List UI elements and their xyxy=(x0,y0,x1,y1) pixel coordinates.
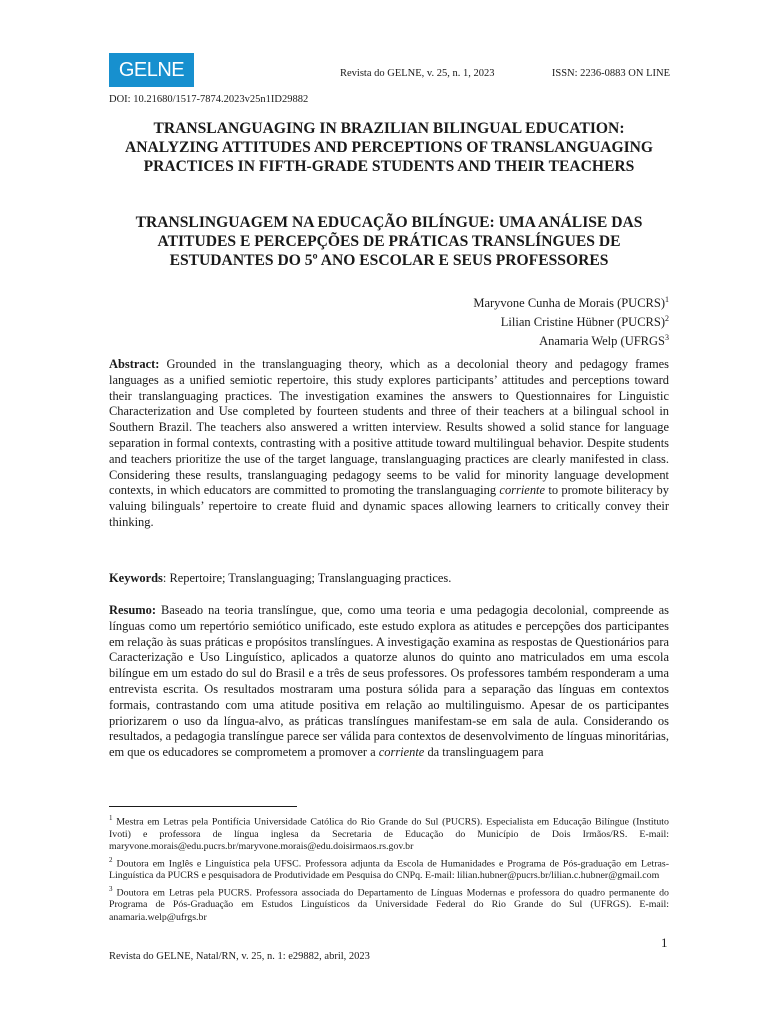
footnote-ref-2[interactable]: 2 xyxy=(665,314,669,324)
abstract-label: Abstract: xyxy=(109,357,160,371)
keywords-paragraph: Keywords: Repertoire; Translanguaging; Translanguaging practices. xyxy=(109,571,452,585)
footnote-3: $^3$ Doutora em Letras pela PUCRS. Professora associada do Departamento de Línguas Modernas e professora do quadro permanente do Programa de Pós-Graduação em Estudos Linguísticos da Universidade Federal do Rio Grande do Sul (UFRGS). E-mail: anamaria.welp@ufrgs.br xyxy=(109,884,669,923)
page-footer: Revista do GELNE, Natal/RN, v. 25, n. 1: e29882, abril, 2023 xyxy=(109,951,370,962)
title-portuguese: TRANSLINGUAGEM NA EDUCAÇÃO BILÍNGUE: UMA ANÁLISE DAS ATITUDES E PERCEPÇÕES DE PRÁTICAS TRANSLÍNGUES DE ESTUDANTES DO 5º ANO ESCOLAR E SEUS PROFESSORES xyxy=(135,214,643,269)
footnote-1: $^1$ Mestra em Letras pela Pontifícia Universidade Católica do Rio Grande do Sul (PUCRS). Especialista em Educação Bilíngue (Instituto Ivoti) e professora de língua inglesa da Secretaria de Educação do Município de Dois Irmãos/RS. E-mail: maryvone.morais@edu.pucrs.br/maryvone.morais@edu.doisirmaos.rs.gov.br xyxy=(109,814,669,853)
journal-citation: Revista do GELNE, v. 25, n. 1, 2023 xyxy=(340,68,495,79)
page-number: 1 xyxy=(661,935,668,950)
author-3: Anamaria Welp (UFRGS$^3$ xyxy=(539,333,669,349)
footnotes xyxy=(109,812,669,924)
resumo-paragraph: Resumo: Baseado na teoria translíngue, que, como uma teoria e uma pedagogia decolonial, compreende as línguas como um repertório semiótico unificado, este estudo explora as atitudes e percepções dos participantes em relação às suas práticas e propósitos translíngues. A investigação examina as respostas de Questionários para Caracterização e Uso Linguístico, aplicados a quatorze alunos do quinto ano matriculados em uma escola bilíngue em um estado do sul do Brasil e a três de seus professores. Os professores também responderam a uma entrevista escrita. Os resultados mostraram uma postura sólida para a separação das línguas em contextos formais, contrastando com uma atitude positiva em relação ao multilinguismo. Apesar de os participantes priorizarem o uso da língua-alvo, as práticas translíngues manifestam-se em sala de aula. Considerando os resultados, a pedagogia translíngue parece ser válida para contextos de desenvolvimento de línguas minoritárias, em que os educadores se comprometem a promover a corriente da translinguagem para xyxy=(109,603,669,760)
resumo-label: Resumo: xyxy=(109,603,156,617)
journal-logo: GELNE xyxy=(109,53,194,87)
author-list xyxy=(473,292,669,349)
author-2: Lilian Cristine Hübner (PUCRS)$^2$ xyxy=(500,314,669,330)
keywords-label: Keywords xyxy=(109,571,163,585)
footnote-ref-1[interactable]: 1 xyxy=(665,295,669,304)
doi-link[interactable]: DOI: 10.21680/1517-7874.2023v25n1ID29882 xyxy=(109,94,309,105)
abstract-paragraph: Abstract: Grounded in the translanguaging theory, which as a decolonial theory and pedagogy frames languages as a unified semiotic repertoire, this study explores participants’ attitudes and perceptions toward their translanguaging practices. The investigation examines the answers to Questionnaires for Linguistic Characterization and Use completed by fourteen students and three of their teachers at a bilingual school in Southern Brazil. The teachers also answered a written interview. Results showed a solid stance for language separation in formal contexts, contrasting with a positive attitude toward multilingual behavior. Despite students and teachers prioritize the use of the target language, translanguaging practices are clearly manifested in class. Considering these results, translanguaging pedagogy seems to be valid for minority language development contexts, in which educators are committed to promoting the translanguaging corriente to promote biliteracy by valuing bilinguals’ repertoire to create fluid and dynamic spaces allowing learners to critically convey their thinking. xyxy=(109,357,669,529)
running-header xyxy=(340,68,670,79)
footnote-ref-3[interactable]: 3 xyxy=(665,333,669,343)
footnote-2: $^2$ Doutora em Inglês e Linguística pela UFSC. Professora adjunta da Escola de Humanidades e Programa de Pós-graduação em Letras-Linguística da PUCRS e pesquisadora de Produtividade em Pesquisa do CNPq. E-mail: lilian.hubner@pucrs.br/lilian.c.hubner@gmail.com xyxy=(109,855,669,882)
footnote-divider xyxy=(109,806,297,807)
issn-label: ISSN: 2236-0883 ON LINE xyxy=(551,68,670,79)
title-english: TRANSLANGUAGING IN BRAZILIAN BILINGUAL EDUCATION: ANALYZING ATTITUDES AND PERCEPTIONS OF TRANSLANGUAGING PRACTICES IN FIFTH-GRADE STUDENTS AND THEIR TEACHERS xyxy=(124,120,654,175)
author-1: Maryvone Cunha de Morais (PUCRS)$^1$ xyxy=(473,295,669,311)
